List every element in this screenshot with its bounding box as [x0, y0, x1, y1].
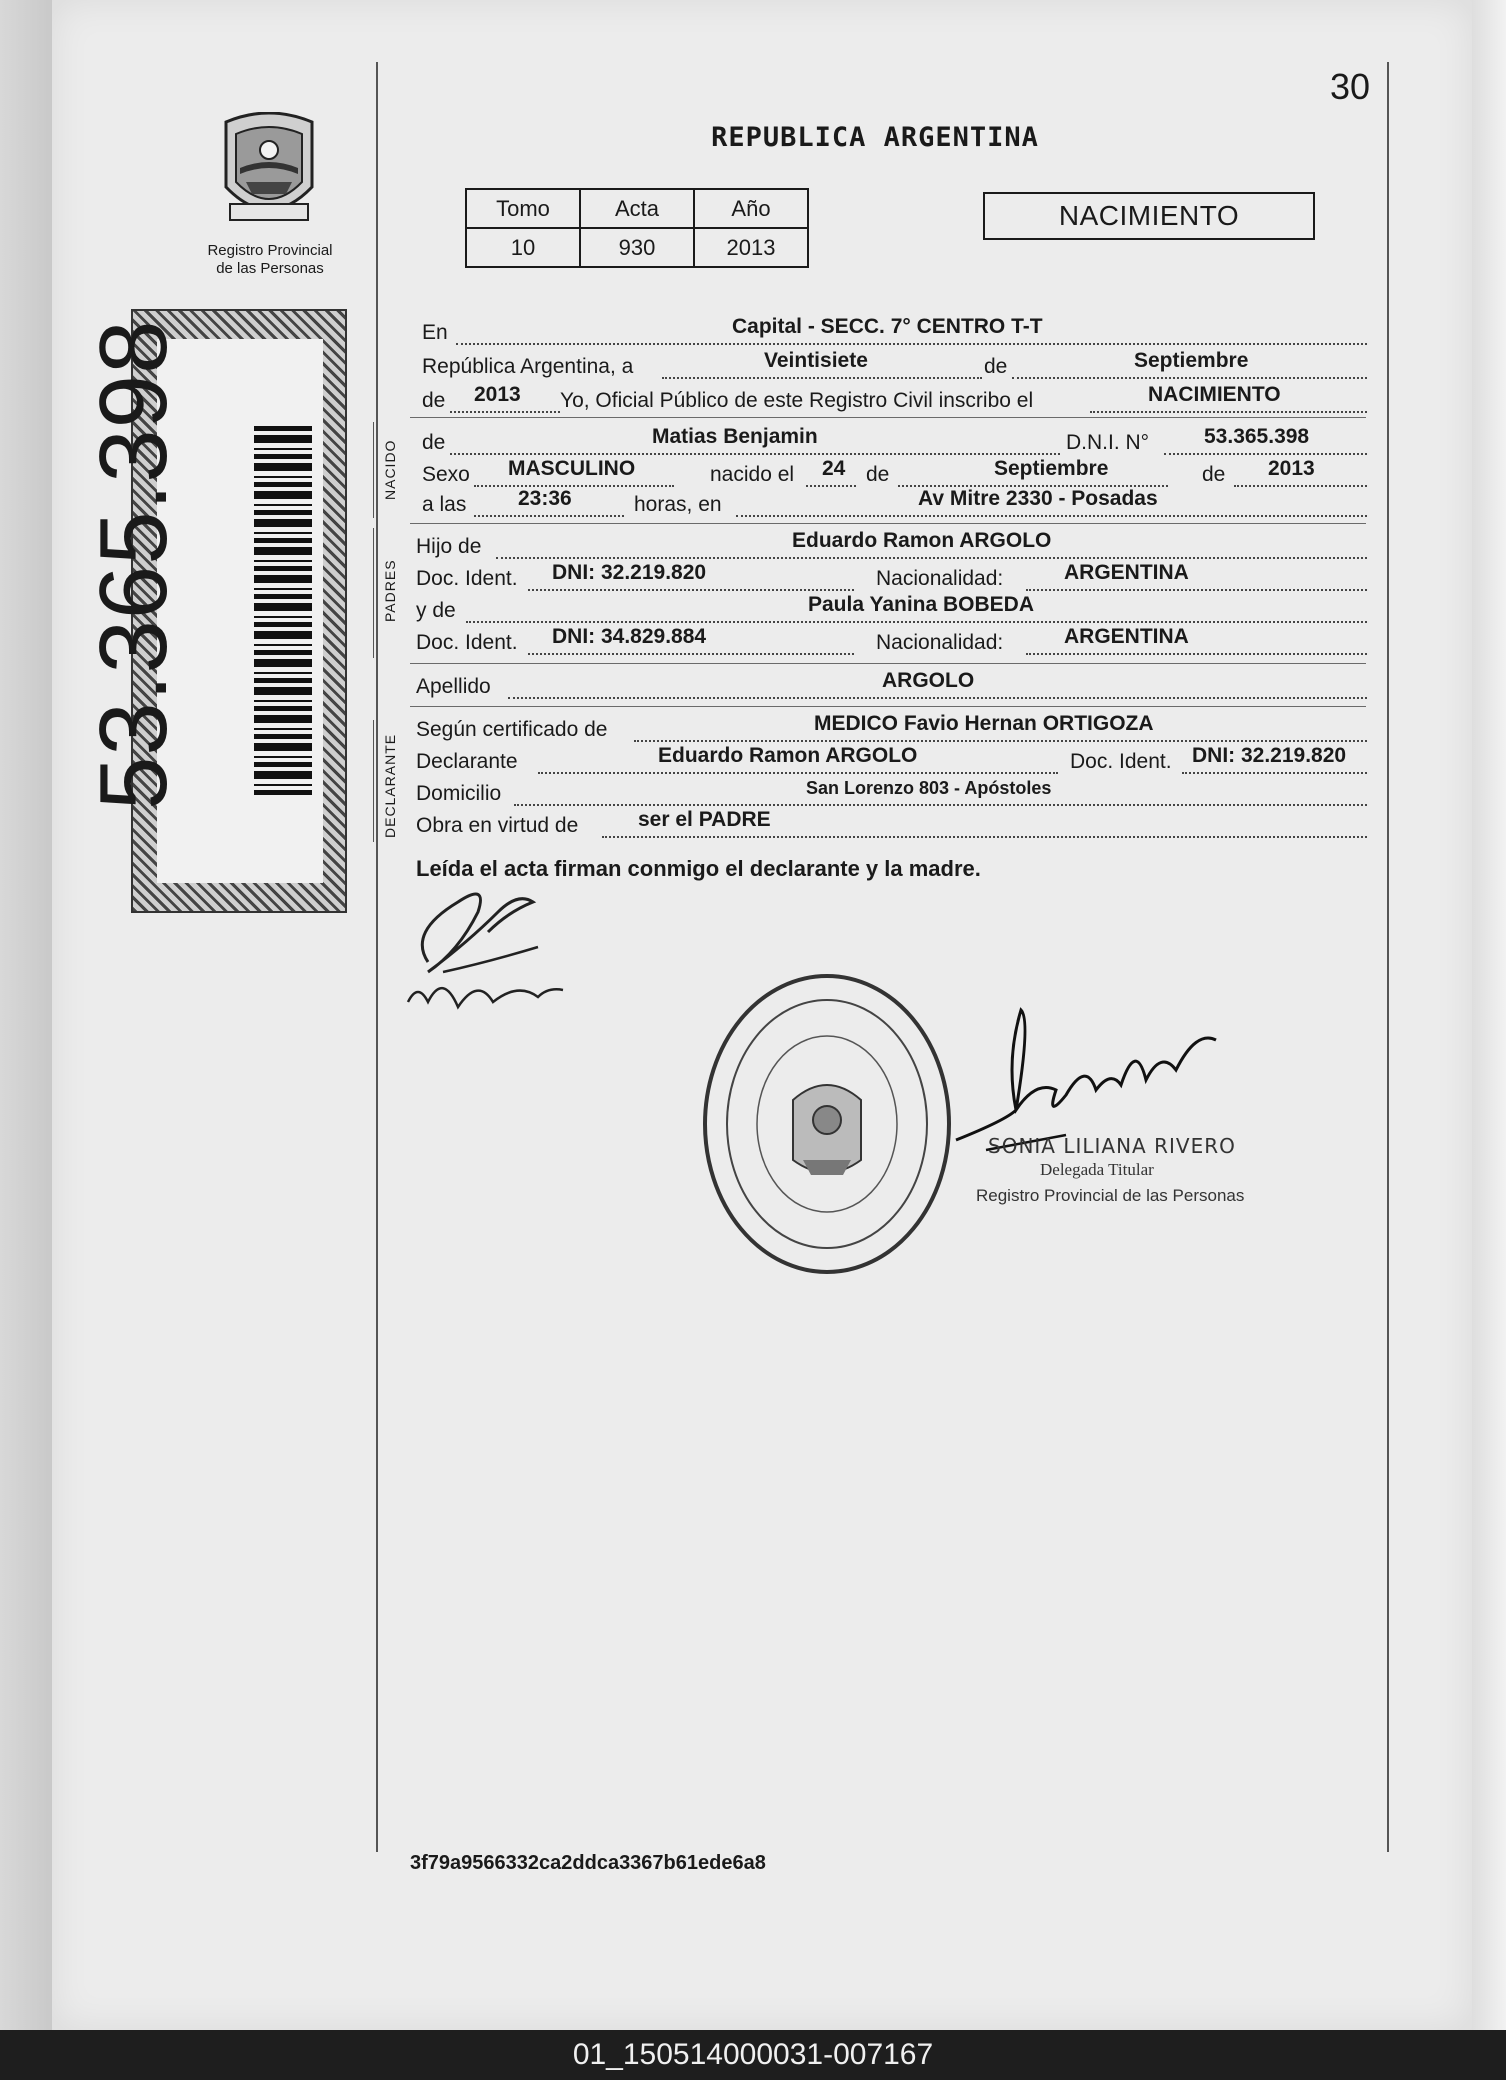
- dotted-line: [456, 343, 1367, 345]
- field-anio-nacimiento: 2013: [1268, 457, 1315, 480]
- label-doc-ident: Doc. Ident.: [416, 567, 518, 590]
- label-de-anio: de: [422, 389, 446, 412]
- declarante-bracket: [373, 720, 374, 842]
- field-mes-nacimiento: Septiembre: [994, 457, 1109, 480]
- dotted-line: [508, 697, 1367, 699]
- official-name: SONIA LILIANA RIVERO: [988, 1134, 1236, 1158]
- row-hora: [422, 487, 1367, 520]
- dotted-line: [736, 515, 1367, 517]
- field-padre-doc: DNI: 32.219.820: [552, 561, 707, 584]
- dotted-line: [528, 589, 854, 591]
- dotted-line: [1182, 772, 1367, 774]
- label-doc-ident-declarante: Doc. Ident.: [1070, 750, 1172, 773]
- label-dni: D.N.I. N°: [1066, 431, 1150, 454]
- value-tomo: 10: [466, 228, 580, 267]
- field-lugar-nacimiento: Av Mitre 2330 - Posadas: [918, 487, 1158, 510]
- nacido-bracket: [373, 422, 374, 518]
- field-acto: NACIMIENTO: [1148, 383, 1281, 406]
- dotted-line: [662, 377, 982, 379]
- page-title: REPUBLICA ARGENTINA: [711, 122, 1039, 153]
- field-dia-nacimiento: 24: [822, 457, 846, 480]
- separator-2: [410, 523, 1366, 524]
- header-acta: Acta: [580, 189, 694, 228]
- registry-name: [190, 242, 350, 278]
- label-de-anio-nac: de: [1202, 463, 1226, 486]
- page-number: 30: [1329, 66, 1370, 107]
- row-domicilio: [416, 779, 1367, 809]
- label-declarante: Declarante: [416, 750, 518, 773]
- dni-strip-number: 53.365.398: [80, 319, 187, 810]
- label-de-nombre: de: [422, 431, 446, 454]
- document-hash: 3f79a9566332ca2ddca3367b61ede6a8: [410, 1852, 766, 1874]
- field-nombre: Matias Benjamin: [652, 425, 818, 448]
- dotted-line: [474, 485, 674, 487]
- scan-right-edge: [1472, 0, 1506, 2030]
- label-nacionalidad: Nacionalidad:: [876, 631, 1004, 654]
- row-apellido: [416, 669, 1367, 702]
- label-horas-en: horas, en: [634, 493, 722, 516]
- field-lugar-inscripcion: Capital - SECC. 7° CENTRO T-T: [732, 315, 1043, 338]
- label-hijo-de: Hijo de: [416, 535, 482, 558]
- label-sexo: Sexo: [422, 463, 470, 486]
- field-declarante: Eduardo Ramon ARGOLO: [658, 744, 918, 767]
- value-anio: 2013: [694, 228, 808, 267]
- padres-bracket: [373, 528, 374, 658]
- separator-4: [410, 706, 1366, 707]
- field-dia-texto: Veintisiete: [764, 349, 868, 372]
- dotted-line: [1026, 653, 1367, 655]
- value-acta: 930: [580, 228, 694, 267]
- row-obra: [416, 808, 1367, 841]
- field-dni: 53.365.398: [1204, 425, 1310, 448]
- field-domicilio: San Lorenzo 803 - Apóstoles: [806, 778, 1052, 798]
- label-domicilio: Domicilio: [416, 782, 502, 805]
- separator-3: [410, 663, 1366, 664]
- field-madre: Paula Yanina BOBEDA: [808, 593, 1035, 616]
- official-stamp-icon: [698, 970, 956, 1278]
- label-obra: Obra en virtud de: [416, 814, 579, 837]
- registry-table: [465, 188, 809, 268]
- dotted-line: [450, 411, 560, 413]
- scan-left-edge: [0, 0, 52, 2030]
- registry-table-header: [466, 189, 808, 228]
- dotted-line: [1090, 411, 1367, 413]
- label-a-las: a las: [422, 493, 467, 516]
- row-en: [422, 315, 1367, 348]
- official-title: Delegada Titular: [1040, 1160, 1154, 1179]
- field-obra: ser el PADRE: [638, 808, 771, 831]
- dotted-line: [1012, 377, 1367, 379]
- label-nacido-el: nacido el: [710, 463, 795, 486]
- label-apellido: Apellido: [416, 675, 491, 698]
- field-anio: 2013: [474, 383, 521, 406]
- row-anio-acto: [422, 383, 1367, 416]
- section-label-declarante: DECLARANTE: [382, 733, 398, 838]
- field-madre-doc: DNI: 34.829.884: [552, 625, 707, 648]
- field-declarante-doc: DNI: 32.219.820: [1192, 744, 1347, 767]
- dotted-line: [528, 653, 854, 655]
- field-padre-nacionalidad: ARGENTINA: [1064, 561, 1189, 584]
- registry-name-line1: Registro Provincial: [207, 242, 333, 259]
- header-anio: Año: [694, 189, 808, 228]
- label-doc-ident: Doc. Ident.: [416, 631, 518, 654]
- label-en: En: [422, 321, 448, 344]
- field-sexo: MASCULINO: [508, 457, 636, 480]
- field-certificado: MEDICO Favio Hernan ORTIGOZA: [814, 712, 1154, 735]
- label-nacionalidad: Nacionalidad:: [876, 567, 1004, 590]
- section-label-nacido: NACIDO: [382, 439, 398, 500]
- official-office: Registro Provincial de las Personas: [976, 1186, 1245, 1205]
- field-apellido: ARGOLO: [882, 669, 975, 692]
- dotted-line: [474, 515, 624, 517]
- barcode-icon: [254, 425, 312, 795]
- scan-file-id: 01_150514000031-007167: [0, 2030, 1506, 2080]
- dotted-line: [1234, 485, 1367, 487]
- label-republica: República Argentina, a: [422, 355, 634, 378]
- label-de-mes: de: [866, 463, 890, 486]
- right-margin-line: [1387, 62, 1389, 1852]
- field-hora: 23:36: [518, 487, 572, 510]
- label-de: de: [984, 355, 1008, 378]
- row-madre-doc: [416, 625, 1367, 658]
- dotted-line: [602, 836, 1367, 838]
- registry-name-line2: de las Personas: [216, 260, 324, 277]
- label-oficial: Yo, Oficial Público de este Registro Civil inscribo el: [560, 389, 1034, 412]
- closing-statement: Leída el acta firman conmigo el declarante y la madre.: [416, 856, 981, 881]
- label-y-de: y de: [416, 599, 456, 622]
- left-margin-line: [376, 62, 378, 1852]
- dotted-line: [1026, 589, 1367, 591]
- province-seal-icon: [216, 112, 322, 232]
- record-type-box: NACIMIENTO: [983, 192, 1315, 240]
- header-tomo: Tomo: [466, 189, 580, 228]
- row-fecha: [422, 349, 1367, 382]
- registry-table-values: [466, 228, 808, 267]
- section-label-padres: PADRES: [382, 559, 398, 622]
- label-certificado: Según certificado de: [416, 718, 608, 741]
- dotted-line: [1164, 453, 1367, 455]
- declarante-signature: [398, 872, 578, 1032]
- field-mes-texto: Septiembre: [1134, 349, 1249, 372]
- field-padre: Eduardo Ramon ARGOLO: [792, 529, 1052, 552]
- field-madre-nacionalidad: ARGENTINA: [1064, 625, 1189, 648]
- dotted-line: [806, 485, 856, 487]
- separator-1: [410, 417, 1366, 418]
